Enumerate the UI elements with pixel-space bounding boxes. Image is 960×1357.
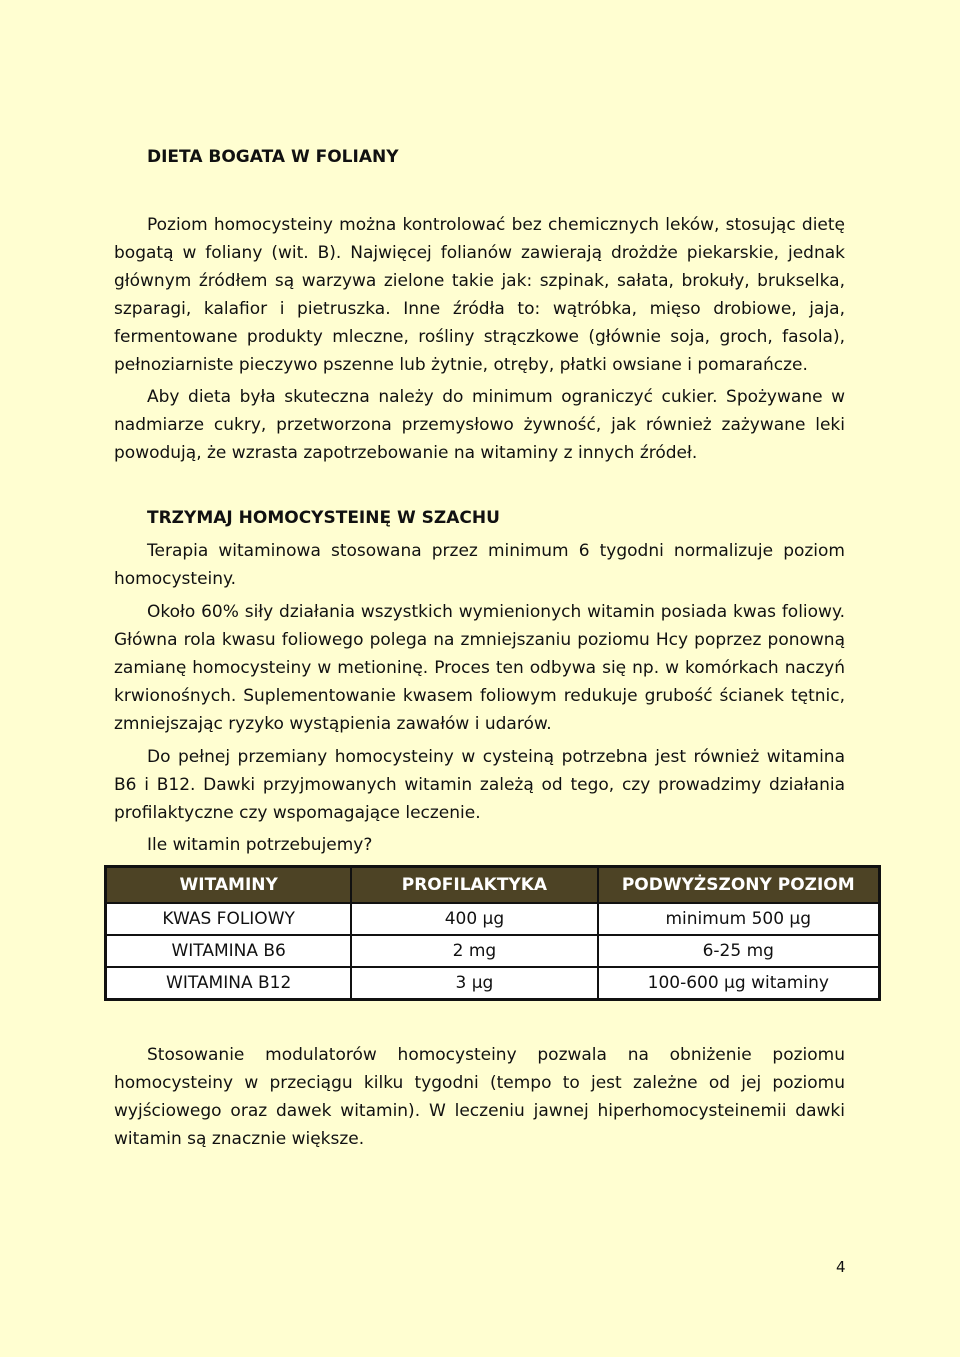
header-prophylaxis: PROFILAKTYKA bbox=[351, 867, 597, 904]
table-row bbox=[106, 903, 880, 935]
page-number: 4 bbox=[836, 1258, 846, 1276]
section-title-diet: DIETA BOGATA W FOLIANY bbox=[147, 147, 399, 167]
table-cell: KWAS FOLIOWY bbox=[106, 903, 352, 935]
table-row bbox=[106, 967, 880, 1000]
header-elevated-level: PODWYŻSZONY POZIOM bbox=[598, 867, 880, 904]
section-title-homocysteine: TRZYMAJ HOMOCYSTEINĘ W SZACHU bbox=[147, 508, 500, 528]
table-cell: minimum 500 μg bbox=[598, 903, 880, 935]
header-vitamins: WITAMINY bbox=[106, 867, 352, 904]
table-cell: WITAMINA B12 bbox=[106, 967, 352, 1000]
paragraph-modulators: Stosowanie modulatorów homocysteiny pozwala na obniżenie poziomu homocysteiny w przeciągu kilku tygodni (tempo to jest zależne od jej poziomu wyjściowego oraz dawek witamin). W leczeniu jawnej hiperhomocysteinemii dawki witamin są znacznie większe. bbox=[114, 1045, 845, 1149]
paragraph-b6-b12: Do pełnej przemiany homocysteiny w cysteiną potrzebna jest również witamina B6 i B12. Dawki przyjmowanych witamin zależą od tego, czy prowadzimy działania profilaktyczne czy wspomagające leczenie. bbox=[114, 747, 845, 823]
table-cell: 400 μg bbox=[351, 903, 597, 935]
paragraph-therapy: Terapia witaminowa stosowana przez minimum 6 tygodni normalizuje poziom homocysteiny. bbox=[114, 541, 845, 589]
paragraph-folic-acid-role: Około 60% siły działania wszystkich wymienionych witamin posiada kwas foliowy. Główna rola kwasu foliowego polega na zmniejszaniu poziomu Hcy poprzez ponowną zamianę homocysteiny w metioninę. Proces ten odbywa się np. w komórkach naczyń krwionośnych. Suplementowanie kwasem foliowym redukuje grubość ścianek tętnic, zmniejszając ryzyko wystąpienia zawałów i udarów. bbox=[114, 602, 845, 734]
table-row bbox=[106, 935, 880, 967]
table-cell: 100-600 μg witaminy bbox=[598, 967, 880, 1000]
table-cell: 6-25 mg bbox=[598, 935, 880, 967]
paragraph-sugar-limit: Aby dieta była skuteczna należy do minimum ograniczyć cukier. Spożywane w nadmiarze cukry, przetworzona przemysłowo żywność, jak również zażywane leki powodują, że wzrasta zapotrzebowanie na witaminy z innych źródeł. bbox=[114, 387, 845, 463]
paragraph-question: Ile witamin potrzebujemy? bbox=[147, 835, 373, 855]
table-cell: 2 mg bbox=[351, 935, 597, 967]
table-header-row bbox=[106, 867, 880, 904]
table-cell: WITAMINA B6 bbox=[106, 935, 352, 967]
paragraph-folate-sources: Poziom homocysteiny można kontrolować bez chemicznych leków, stosując dietę bogatą w foliany (wit. B). Najwięcej folianów zawierają drożdże piekarskie, jednak głównym źródłem są warzywa zielone takie jak: szpinak, sałata, brokuły, brukselka, szparagi, kalafior i pietruszka. Inne źródła to: wątróbka, mięso drobiowe, jaja, fermentowane produkty mleczne, rośliny strączkowe (głównie soja, groch, fasola), pełnoziarniste pieczywo pszenne lub żytnie, otręby, płatki owsiane i pomarańcze. bbox=[114, 215, 845, 375]
vitamin-dosage-table bbox=[104, 865, 881, 1001]
table-cell: 3 μg bbox=[351, 967, 597, 1000]
